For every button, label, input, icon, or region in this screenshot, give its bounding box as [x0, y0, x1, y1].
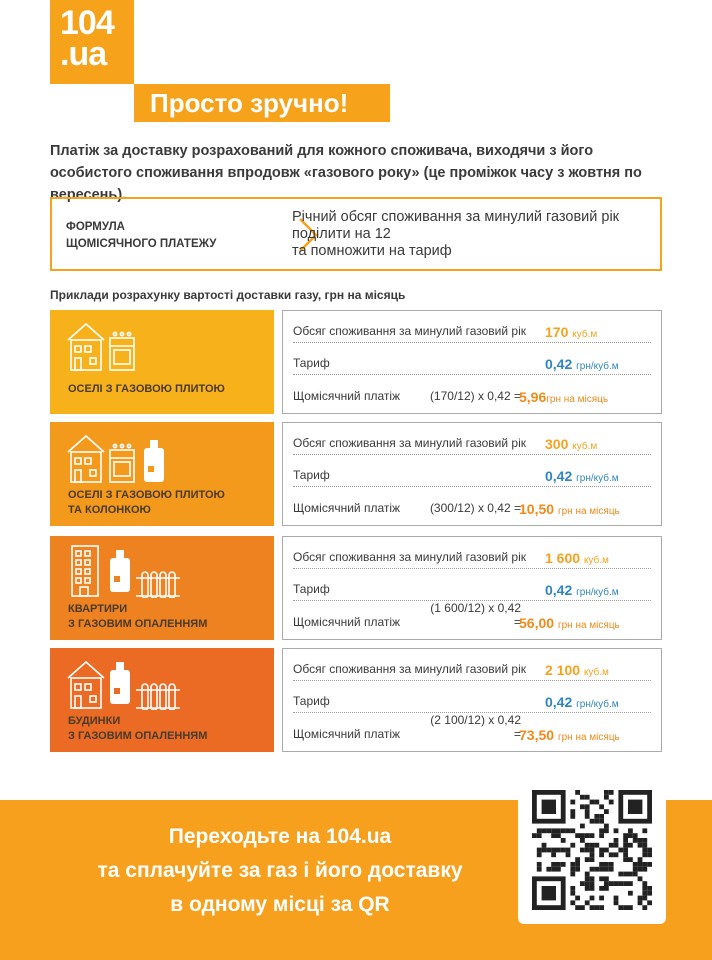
payment-value: 73,50 грн на місяць [519, 727, 620, 743]
payment-value: 56,00 грн на місяць [519, 615, 620, 631]
volume-value: 300 куб.м [545, 436, 598, 452]
tariff-value: 0,42 грн/куб.м [545, 468, 619, 484]
tariff-value: 0,42 грн/куб.м [545, 356, 619, 372]
payment-calc: (2 100/12) х 0,42 = [430, 713, 521, 741]
example-4-panel [50, 648, 274, 752]
volume-row [293, 319, 651, 343]
payment-calc: (300/12) х 0,42 = [429, 501, 521, 515]
example-3-panel [50, 536, 274, 640]
apartment-building-icon [66, 542, 186, 598]
payment-value: 10,50 грн на місяць [519, 501, 620, 517]
formula-text-line2: поділити на 12 [292, 226, 391, 242]
tariff-value: 0,42 грн/куб.м [545, 694, 619, 710]
payment-label: Щомісячний платіж [293, 727, 401, 741]
qr-code-icon [532, 790, 652, 910]
payment-label: Щомісячний платіж [293, 501, 401, 515]
tariff-label: Тариф [293, 356, 330, 370]
volume-row [293, 545, 651, 569]
volume-value: 1 600 куб.м [545, 550, 609, 566]
formula-label [66, 219, 216, 253]
volume-label: Обсяг споживання за минулий газовий рік [293, 436, 527, 450]
payment-calc: (170/12) х 0,42 = [429, 389, 521, 403]
radiator-icon [66, 654, 186, 710]
slogan-banner: Просто зручно! [134, 84, 390, 122]
footer-line3: в одному місці за QR [170, 893, 390, 916]
example-2-caption-line2: ТА КОЛОНКОЮ [68, 504, 151, 516]
logo-line2: .ua [60, 34, 107, 73]
payment-row [293, 713, 651, 745]
formula-label-line2: ЩОМІСЯЧНОГО ПЛАТЕЖУ [66, 238, 217, 250]
house-icon [66, 316, 186, 372]
volume-label: Обсяг споживання за минулий газовий рік [293, 324, 527, 338]
volume-label: Обсяг споживання за минулий газовий рік [293, 662, 527, 676]
gas-boiler-icon [66, 428, 186, 484]
example-1-caption [68, 382, 225, 397]
example-4-caption-line2: З ГАЗОВИМ ОПАЛЕННЯМ [68, 730, 208, 742]
volume-row [293, 431, 651, 455]
payment-label: Щомісячний платіж [293, 615, 401, 629]
example-4-caption [68, 714, 207, 744]
example-3-caption [68, 602, 207, 632]
example-3-caption-line1: КВАРТИРИ [68, 603, 128, 615]
formula-text-line1: Річний обсяг споживання за минулий газовий рік [292, 209, 620, 225]
payment-label: Щомісячний платіж [293, 389, 401, 403]
formula-label-line1: ФОРМУЛА [66, 221, 125, 233]
payment-calc: (1 600/12) х 0,42 = [430, 601, 521, 629]
example-3-calc [282, 536, 662, 640]
footer-line2: та сплачуйте за газ і його доставку [97, 859, 463, 882]
example-4-caption-line1: БУДИНКИ [68, 715, 121, 727]
example-2-panel [50, 422, 274, 526]
example-3-caption-line2: З ГАЗОВИМ ОПАЛЕННЯМ [68, 618, 208, 630]
payment-value: 5,96грн на місяць [519, 389, 609, 405]
logo-104ua [50, 0, 134, 84]
formula-box [50, 197, 662, 271]
footer-banner [0, 800, 712, 960]
example-2-caption-line1: ОСЕЛІ З ГАЗОВОЮ ПЛИТОЮ [68, 489, 225, 501]
tariff-value: 0,42 грн/куб.м [545, 582, 619, 598]
example-1-panel [50, 310, 274, 414]
example-1-caption-line1: ОСЕЛІ З ГАЗОВОЮ ПЛИТОЮ [68, 383, 225, 395]
tariff-label: Тариф [293, 582, 330, 596]
tariff-label: Тариф [293, 468, 330, 482]
payment-row [293, 495, 651, 519]
examples-title: Приклади розрахунку вартості доставки газу, грн на місяць [50, 288, 406, 302]
tariff-row [293, 577, 651, 601]
payment-row [293, 601, 651, 633]
formula-text-line3: та помножити на тариф [292, 243, 452, 259]
example-1-calc [282, 310, 662, 414]
payment-row [293, 383, 651, 407]
formula-text [292, 209, 619, 260]
tariff-row [293, 689, 651, 713]
qr-code[interactable] [518, 776, 666, 924]
footer-line1: Переходьте на 104.ua [168, 825, 392, 848]
volume-value: 2 100 куб.м [545, 662, 609, 678]
intro-text: Платіж за доставку розрахований для кожного споживача, виходячи з його особистого споживання впродовж «газового року» (це проміжок часу з жовтня по вересень). [50, 143, 642, 203]
volume-value: 170 куб.м [545, 324, 598, 340]
footer-text [60, 820, 500, 922]
example-4-calc [282, 648, 662, 752]
example-2-caption [68, 488, 225, 518]
volume-row [293, 657, 651, 681]
logo-line1: 104 [60, 4, 114, 42]
tariff-row [293, 463, 651, 487]
tariff-label: Тариф [293, 694, 330, 708]
volume-label: Обсяг споживання за минулий газовий рік [293, 550, 527, 564]
tariff-row [293, 351, 651, 375]
example-2-calc [282, 422, 662, 526]
